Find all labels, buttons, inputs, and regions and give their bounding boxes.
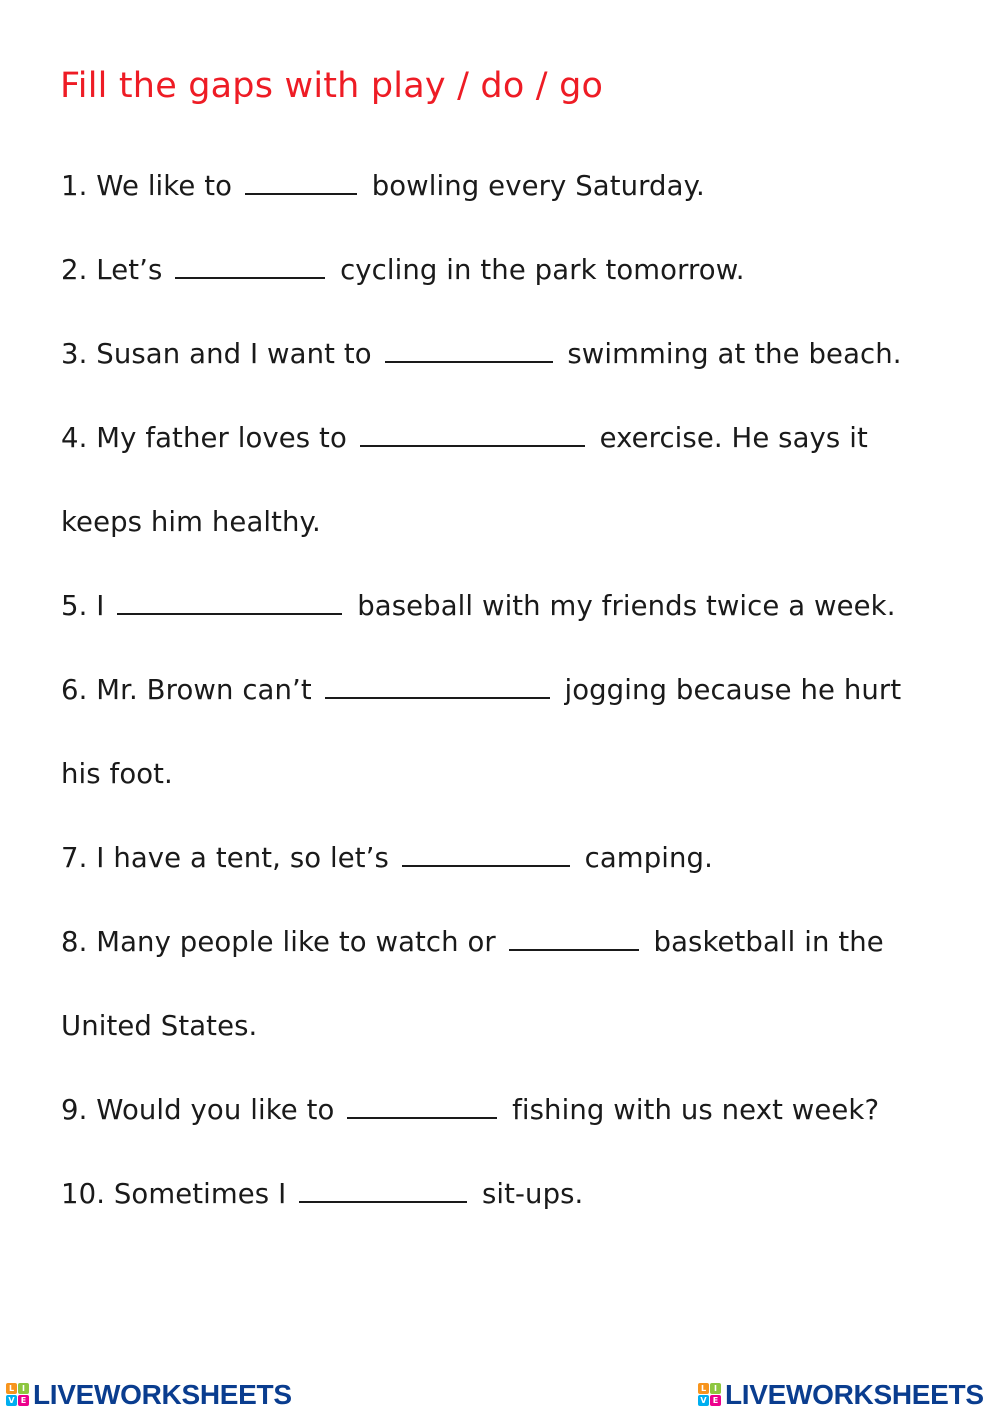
question-4-continuation-text: keeps him healthy. bbox=[61, 506, 321, 538]
question-8-continuation-text: United States. bbox=[61, 1010, 258, 1042]
question-5-before: 5. I bbox=[61, 590, 105, 622]
footer-logo-right[interactable] bbox=[698, 1378, 984, 1412]
answer-blank-6[interactable] bbox=[325, 675, 550, 699]
question-9-after: fishing with us next week? bbox=[512, 1094, 880, 1126]
question-4-continuation bbox=[61, 502, 321, 542]
logo-letter-e: E bbox=[710, 1395, 721, 1406]
question-9-before: 9. Would you like to bbox=[61, 1094, 335, 1126]
answer-blank-1[interactable] bbox=[245, 171, 357, 195]
question-10-after: sit-ups. bbox=[481, 1178, 584, 1210]
question-8-before: 8. Many people like to watch or bbox=[61, 926, 496, 958]
question-6-continuation bbox=[61, 754, 173, 794]
liveworksheets-logo-icon bbox=[698, 1383, 722, 1407]
question-3 bbox=[61, 334, 902, 374]
question-10 bbox=[61, 1174, 583, 1214]
logo-letter-v: V bbox=[698, 1395, 709, 1406]
question-8 bbox=[61, 922, 884, 962]
answer-blank-7[interactable] bbox=[402, 843, 570, 867]
liveworksheets-logo-icon bbox=[6, 1383, 30, 1407]
liveworksheets-brand-text: LIVEWORKSHEETS bbox=[725, 1379, 984, 1410]
question-1 bbox=[61, 166, 705, 206]
footer-logo-left[interactable] bbox=[6, 1378, 292, 1412]
logo-letter-l: L bbox=[6, 1383, 17, 1394]
answer-blank-5[interactable] bbox=[117, 591, 342, 615]
question-3-before: 3. Susan and I want to bbox=[61, 338, 372, 370]
answer-blank-3[interactable] bbox=[385, 339, 553, 363]
question-10-before: 10. Sometimes I bbox=[61, 1178, 287, 1210]
question-7-before: 7. I have a tent, so let’s bbox=[61, 842, 389, 874]
question-1-before: 1. We like to bbox=[61, 170, 233, 202]
question-1-after: bowling every Saturday. bbox=[371, 170, 705, 202]
question-6-before: 6. Mr. Brown can’t bbox=[61, 674, 312, 706]
question-5 bbox=[61, 586, 896, 626]
question-2 bbox=[61, 250, 745, 290]
question-6-after: jogging because he hurt bbox=[564, 674, 902, 706]
question-3-after: swimming at the beach. bbox=[567, 338, 902, 370]
answer-blank-10[interactable] bbox=[299, 1179, 467, 1203]
question-8-after: basketball in the bbox=[653, 926, 884, 958]
answer-blank-9[interactable] bbox=[347, 1095, 497, 1119]
question-6 bbox=[61, 670, 901, 710]
answer-blank-4[interactable] bbox=[360, 423, 585, 447]
question-5-after: baseball with my friends twice a week. bbox=[357, 590, 896, 622]
question-8-continuation bbox=[61, 1006, 257, 1046]
question-6-continuation-text: his foot. bbox=[61, 758, 173, 790]
logo-letter-i: I bbox=[18, 1383, 29, 1394]
answer-blank-2[interactable] bbox=[175, 255, 325, 279]
worksheet-title: Fill the gaps with play / do / go bbox=[60, 66, 604, 106]
question-9 bbox=[61, 1090, 879, 1130]
logo-letter-l: L bbox=[698, 1383, 709, 1394]
question-4-before: 4. My father loves to bbox=[61, 422, 347, 454]
question-7-after: camping. bbox=[584, 842, 713, 874]
question-2-before: 2. Let’s bbox=[61, 254, 163, 286]
question-4-after: exercise. He says it bbox=[599, 422, 868, 454]
question-7 bbox=[61, 838, 713, 878]
question-2-after: cycling in the park tomorrow. bbox=[340, 254, 745, 286]
answer-blank-8[interactable] bbox=[509, 927, 639, 951]
liveworksheets-brand-text: LIVEWORKSHEETS bbox=[33, 1379, 292, 1410]
logo-letter-v: V bbox=[6, 1395, 17, 1406]
logo-letter-e: E bbox=[18, 1395, 29, 1406]
logo-letter-i: I bbox=[710, 1383, 721, 1394]
question-4 bbox=[61, 418, 868, 458]
